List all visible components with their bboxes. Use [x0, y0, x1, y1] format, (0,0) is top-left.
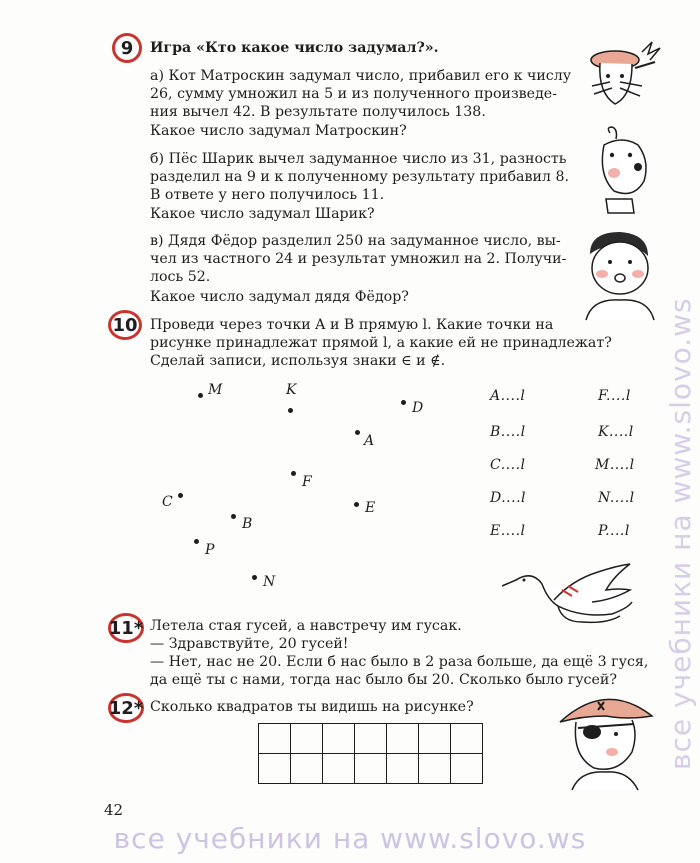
grid-cell: [387, 754, 419, 784]
relation-k: K....l: [598, 424, 634, 440]
point-label-m: M: [208, 382, 223, 398]
grid-row: [259, 754, 483, 784]
task-11-line: Летела стая гусей, а навстречу им гусак.: [150, 618, 462, 634]
point-a: [355, 430, 360, 435]
point-e: [354, 502, 359, 507]
task-12-question: Сколько квадратов ты видишь на рисунке?: [150, 699, 474, 715]
grid-cell: [323, 754, 355, 784]
task-9a-question: Какое число задумал Матроскин?: [150, 123, 407, 139]
task-9a-line: а) Кот Матроскин задумал число, прибавил его к числу: [150, 68, 572, 84]
point-label-f: F: [302, 474, 312, 490]
task-11-line: — Нет, нас не 20. Если б нас было в 2 раза больше, да ещё 3 гуся,: [150, 654, 649, 670]
task-11-text: [150, 617, 648, 689]
relation-e: E....l: [490, 523, 526, 539]
point-label-p: P: [205, 542, 215, 558]
page-number: 42: [104, 801, 124, 819]
cat-matroskin-illustration: [580, 38, 670, 118]
point-d: [401, 400, 406, 405]
task-10-line: рисунке принадлежат прямой l, а какие ей не принадлежат?: [150, 335, 612, 351]
task-11-number-badge: [108, 613, 144, 643]
point-label-n: N: [263, 574, 276, 590]
relation-d: D....l: [490, 490, 527, 506]
task-10-number-badge: [108, 310, 142, 340]
task-11-line: — Здравствуйте, 20 гусей!: [150, 636, 349, 652]
relation-a: A....l: [490, 388, 526, 404]
task-9-number: 9: [120, 37, 134, 59]
task-9a-line: ния вычел 42. В результате получилось 138.: [150, 104, 486, 120]
task-10-line: Проведи через точки A и B прямую l. Какие точки на: [150, 317, 554, 333]
task-9a-line: 26, сумму умножил на 5 и из полученного произведе-: [150, 86, 557, 102]
task-9b-text: [150, 150, 569, 204]
point-b: [231, 514, 236, 519]
point-label-k: K: [286, 382, 297, 398]
grid-row: [259, 724, 483, 754]
task-9c-line: в) Дядя Фёдор разделил 250 на задуманное число, вы-: [150, 233, 561, 249]
grid-cell: [451, 724, 483, 754]
grid-cell: [259, 754, 291, 784]
grid-cell: [419, 754, 451, 784]
squares-grid: [258, 723, 483, 784]
point-label-b: B: [242, 516, 253, 532]
relation-c: C....l: [490, 457, 526, 473]
task-11-number: 11*: [108, 617, 144, 639]
point-label-a: A: [364, 433, 375, 449]
grid-cell: [291, 724, 323, 754]
watermark-side: все учебники на www.slovo.ws: [664, 297, 697, 770]
watermark-bottom: все учебники на www.slovo.ws: [113, 822, 587, 855]
point-m: [198, 393, 203, 398]
relation-b: B....l: [490, 424, 526, 440]
grid-cell: [355, 724, 387, 754]
relation-p: P....l: [598, 523, 630, 539]
task-9c-line: лось 52.: [150, 269, 211, 285]
task-9-number-badge: [112, 33, 142, 63]
task-9a-text: [150, 67, 571, 121]
point-n: [252, 575, 257, 580]
task-9b-line: В ответе у него получилось 11.: [150, 187, 385, 203]
task-12-number: 12*: [108, 697, 144, 719]
dog-sharik-illustration: [592, 125, 662, 220]
relation-n: N....l: [598, 490, 635, 506]
relation-f: F....l: [598, 388, 631, 404]
point-p: [194, 539, 199, 544]
point-label-d: D: [412, 400, 424, 416]
grid-cell: [323, 724, 355, 754]
task-10-number: 10: [112, 314, 138, 336]
task-9b-line: б) Пёс Шарик вычел задуманное число из 31, разность: [150, 151, 567, 167]
task-11-line: да ещё ты с нами, тогда нас было бы 20. Сколько было гусей?: [150, 672, 617, 688]
point-c: [178, 493, 183, 498]
point-k: [288, 408, 293, 413]
grid-cell: [291, 754, 323, 784]
task-10-text: [150, 316, 612, 370]
task-9b-line: разделил на 9 и к полученному результату прибавил 8.: [150, 169, 569, 185]
task-10-line: Сделай записи, используя знаки ∈ и ∉.: [150, 353, 446, 369]
task-9c-line: чел из частного 24 и результат умножил на 2. Получи-: [150, 251, 567, 267]
task-9c-question: Какое число задумал дядя Фёдор?: [150, 289, 409, 305]
point-f: [291, 471, 296, 476]
grid-cell: [259, 724, 291, 754]
grid-cell: [451, 754, 483, 784]
task-9c-text: [150, 232, 566, 286]
boy-uncle-fyodor-illustration: [576, 228, 666, 323]
task-9-title: Игра «Кто какое число задумал?».: [150, 40, 439, 56]
grid-cell: [355, 754, 387, 784]
relation-m: M....l: [595, 457, 635, 473]
pirate-illustration: [558, 686, 654, 792]
task-12-number-badge: [108, 693, 144, 723]
task-9b-question: Какое число задумал Шарик?: [150, 206, 375, 222]
grid-cell: [387, 724, 419, 754]
point-label-c: C: [162, 494, 173, 510]
point-label-e: E: [365, 500, 376, 516]
grid-cell: [419, 724, 451, 754]
